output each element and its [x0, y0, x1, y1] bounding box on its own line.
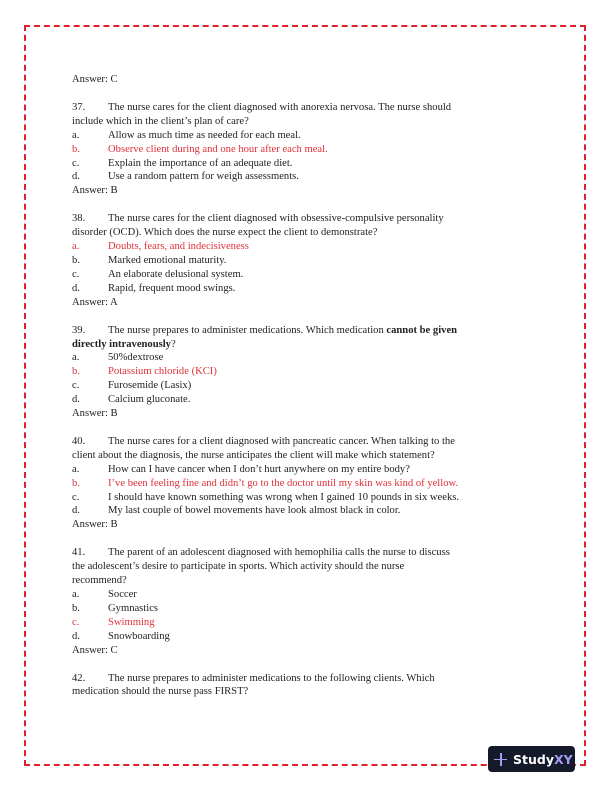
emphasis-text: cannot be given [386, 324, 458, 336]
option-c: c. I should have known something was wrong when I gained 10 pounds in six weeks. [72, 491, 460, 503]
question-text-cont: recommend? [72, 575, 127, 587]
option-a: a. Soccer [72, 589, 137, 600]
question-number: 37. [72, 101, 86, 113]
answer-line: Answer: C [72, 74, 118, 85]
answer-line: Answer: A [72, 296, 118, 308]
option-c-correct: c. Swimming [72, 616, 155, 628]
plus-icon [494, 753, 507, 766]
question-text: 41. The parent of an adolescent diagnosed with hemophilia calls the nurse to discuss [72, 547, 450, 559]
question-39 [72, 324, 552, 421]
question-text: 39. The nurse prepares to administer medications. Which medication cannot be given [72, 324, 458, 336]
question-text-cont: the adolescent’s desire to participate in sports. Which activity should the nurse [72, 561, 405, 573]
question-text-cont: disorder (OCD). Which does the nurse expect the client to demonstrate? [72, 227, 378, 239]
option-b: b. Marked emotional maturity. [72, 254, 227, 266]
brand-accent: XY [553, 751, 573, 767]
option-d: d. Rapid, frequent mood swings. [72, 282, 236, 294]
question-42 [72, 672, 552, 700]
answer-line: Answer: B [72, 185, 118, 197]
emphasis-text: directly intravenously [72, 338, 171, 350]
option-a: a. How can I have cancer when I don’t hurt anywhere on my entire body? [72, 463, 410, 475]
option-b: b. Gymnastics [72, 602, 159, 614]
question-text: 42. The nurse prepares to administer medications to the following clients. Which [72, 672, 435, 684]
question-text: 38. The nurse cares for the client diagnosed with obsessive-compulsive personality [72, 213, 444, 225]
question-number: 41. [72, 547, 86, 559]
question-40 [72, 435, 552, 532]
question-text-cont: medication should the nurse pass FIRST? [72, 686, 249, 698]
question-37 [72, 101, 552, 198]
option-b-correct: b. Observe client during and one hour after each meal. [72, 143, 328, 155]
option-c: c. Furosemide (Lasix) [72, 380, 192, 392]
question-text-cont: directly intravenously? [72, 338, 176, 350]
document-content [72, 73, 552, 699]
option-c: c. Explain the importance of an adequate diet. [72, 157, 293, 169]
brand-name: Study [513, 751, 554, 767]
option-b-correct: b. Potassium chloride (KCI) [72, 366, 217, 378]
option-a: a. Allow as much time as needed for each meal. [72, 129, 301, 141]
option-b-correct: b. I’ve been feeling fine and didn’t go to the doctor until my skin was kind of yellow. [72, 477, 459, 489]
question-text: 37. The nurse cares for the client diagnosed with anorexia nervosa. The nurse should [72, 101, 452, 113]
studyxy-logo-badge[interactable] [488, 746, 575, 772]
option-d: d. My last couple of bowel movements have look almost black in color. [72, 505, 401, 517]
previous-answer-block [72, 73, 552, 87]
question-number: 39. [72, 324, 86, 336]
option-d: d. Calcium gluconate. [72, 394, 191, 406]
question-41 [72, 546, 552, 657]
question-text-cont: client about the diagnosis, the nurse anticipates the client will make which statement? [72, 449, 435, 461]
question-number: 38. [72, 213, 86, 225]
option-a-correct: a. Doubts, fears, and indecisiveness [72, 241, 249, 253]
answer-line: Answer: B [72, 408, 118, 420]
option-c: c. An elaborate delusional system. [72, 268, 244, 280]
option-a: a. 50%dextrose [72, 352, 164, 364]
answer-line: Answer: C [72, 644, 118, 656]
option-d: d. Snowboarding [72, 630, 170, 642]
question-number: 42. [72, 672, 86, 684]
question-text-cont: include which in the client’s plan of care? [72, 115, 249, 127]
question-38 [72, 212, 552, 309]
option-d: d. Use a random pattern for weigh assessments. [72, 171, 299, 183]
question-text: 40. The nurse cares for a client diagnosed with pancreatic cancer. When talking to the [72, 435, 455, 447]
question-number: 40. [72, 435, 86, 447]
answer-line: Answer: B [72, 519, 118, 531]
